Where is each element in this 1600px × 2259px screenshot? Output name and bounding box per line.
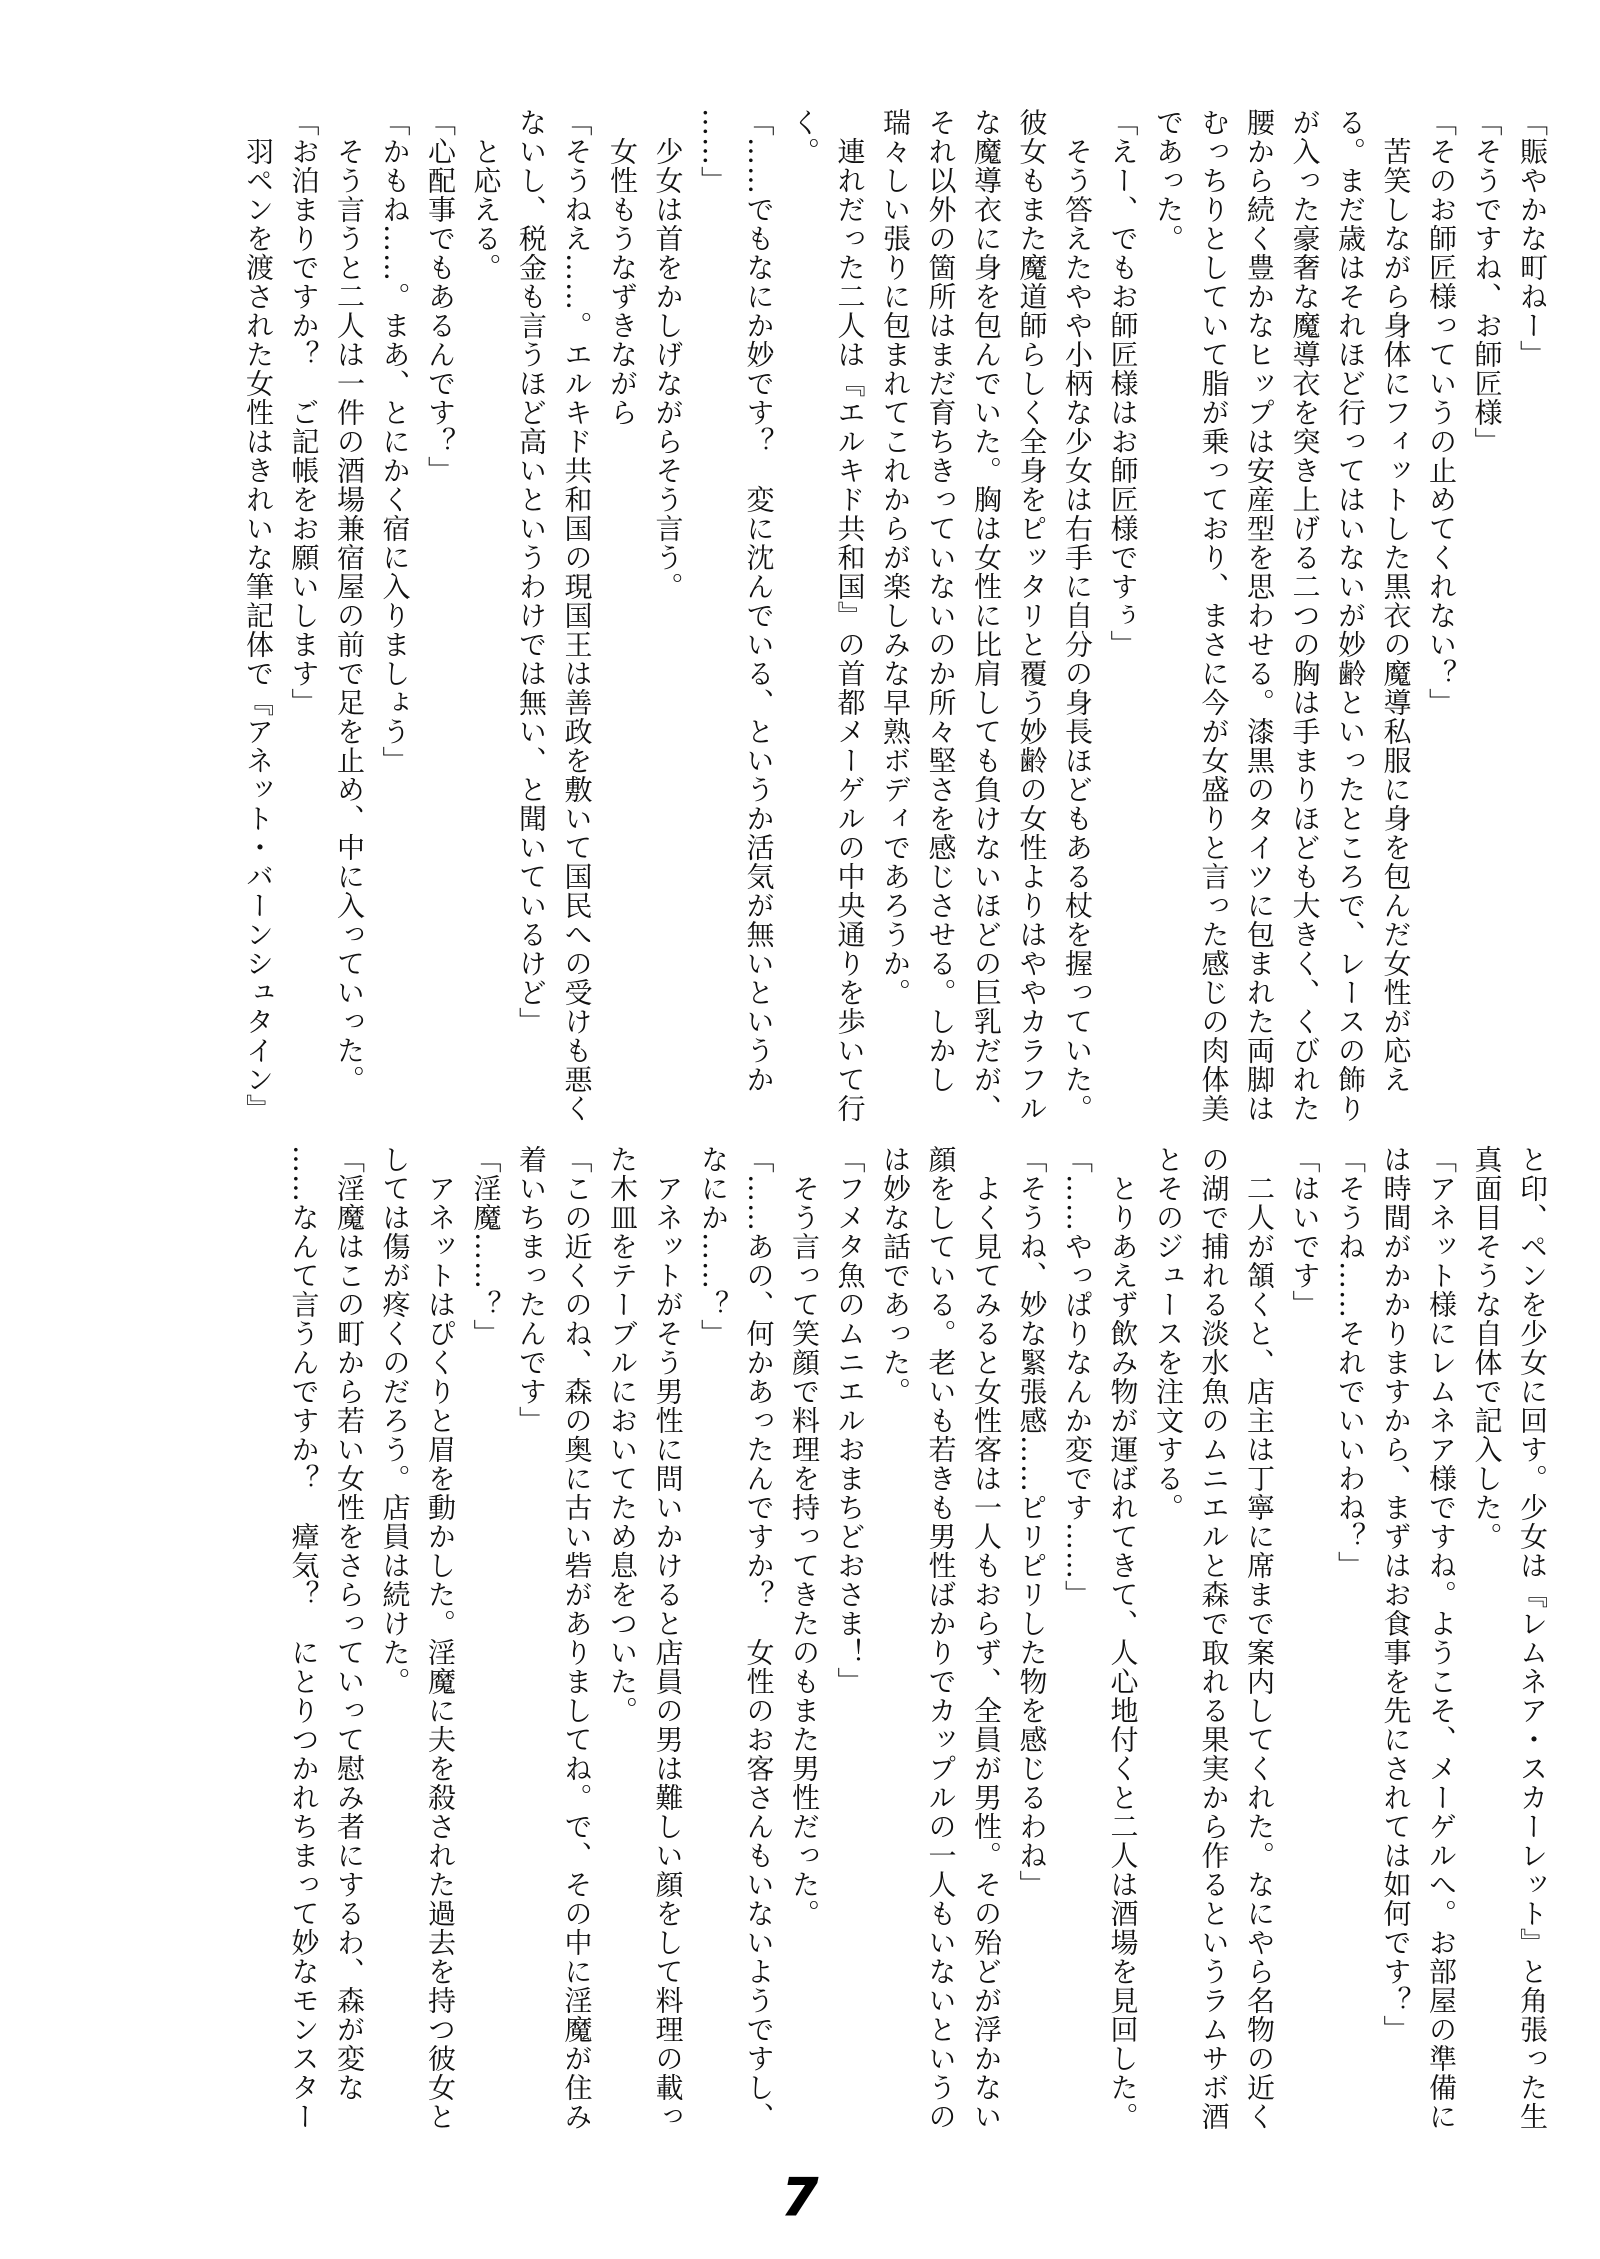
text-line: た木皿をテーブルにおいてため息をついた。 xyxy=(606,1145,639,1725)
text-line: であった。 xyxy=(1152,108,1185,253)
text-line: ないし、税金も言うほど高いというわけでは無い、と聞いているけど」 xyxy=(515,108,548,1036)
text-line: そう答えたやや小柄な少女は右手に自分の身長ほどもある杖を握っていた。 xyxy=(1061,108,1094,1123)
text-line: 少女は首をかしげながらそう言う。 xyxy=(651,108,685,601)
text-line: 女性もうなずきながら xyxy=(606,108,639,427)
text-line: 「淫魔はこの町から若い女性をさらっていって慰み者にするわ、森が変な xyxy=(333,1145,366,2102)
text-line: 着いちまったんです」 xyxy=(515,1145,548,1435)
text-line: 「そうね……それでいいわね？」 xyxy=(1334,1145,1367,1580)
text-line: 「そのお師匠様っていうの止めてくれない？」 xyxy=(1425,108,1458,717)
text-line: 「かもね……。まあ、とにかく宿に入りましょう」 xyxy=(378,108,412,775)
text-line: 顔をしている。老いも若きも男性ばかりでカップルの一人もいないというの xyxy=(924,1145,958,2131)
text-line: よく見てみると女性客は一人もおらず、全員が男性。その殆どが浮かない xyxy=(970,1145,1003,2131)
text-line: しては傷が疼くのだろう。店員は続けた。 xyxy=(378,1145,412,1696)
text-line: ……」 xyxy=(697,108,730,195)
text-line: 「そうですね、お師匠様」 xyxy=(1470,108,1504,456)
text-line: 腰から続く豊かなヒップは安産型を思わせる。漆黒のタイツに包まれた両脚は xyxy=(1243,108,1276,1123)
text-line: 「賑やかな町ねー」 xyxy=(1516,108,1549,369)
text-line: 「……あの、何かあったんですか？ 女性のお客さんもいないようですし、 xyxy=(742,1145,776,2131)
text-line: く。 xyxy=(788,108,821,166)
text-line: 「淫魔……？」 xyxy=(469,1145,503,1348)
text-line: 彼女もまた魔道師らしく全身をピッタリと覆う妙齢の女性よりはややカラフル xyxy=(1015,108,1049,1123)
text-line: 「……やっぱりなんか変です……」 xyxy=(1061,1145,1094,1609)
text-block-upper xyxy=(55,108,1555,1123)
text-line: アネットがそう男性に問いかけると店員の男は難しい顔をして料理の載っ xyxy=(651,1145,685,2131)
text-line: そう言うと二人は一件の酒場兼宿屋の前で足を止め、中に入っていった。 xyxy=(333,108,366,1094)
text-line: 瑞々しい張りに包まれてこれからが楽しみな早熟ボディであろうか。 xyxy=(879,108,912,1007)
text-line: な魔導衣に身を包んでいた。胸は女性に比肩しても負けないほどの巨乳だが、 xyxy=(970,108,1003,1123)
text-line: 苦笑しながら身体にフィットした黒衣の魔導私服に身を包んだ女性が応え xyxy=(1379,108,1413,1094)
text-line: 羽ペンを渡された女性はきれいな筆記体で『アネット・バーンシュタイン』 xyxy=(242,108,275,1123)
text-block-lower xyxy=(55,1145,1555,2131)
text-line: 「アネット様にレムネア様ですね。ようこそ、メーゲルへ。お部屋の準備に xyxy=(1425,1145,1458,2131)
text-line: 「えー、でもお師匠様はお師匠様ですぅ」 xyxy=(1106,108,1140,659)
text-line: が入った豪奢な魔導衣を突き上げる二つの胸は手まりほども大きく、くびれた xyxy=(1288,108,1322,1123)
text-line: 連れだった二人は『エルキド共和国』の首都メーゲルの中央通りを歩いて行 xyxy=(833,108,867,1123)
text-line: アネットはぴくりと眉を動かした。淫魔に夫を殺された過去を持つ彼女と xyxy=(424,1145,457,2131)
text-line: 「心配事でもあるんです？」 xyxy=(424,108,457,485)
text-line: 二人が頷くと、店主は丁寧に席まで案内してくれた。なにやら名物の近く xyxy=(1243,1145,1276,2131)
text-line: は時間がかかりますから、まずはお食事を先にされては如何です？」 xyxy=(1379,1145,1413,2044)
text-line: それ以外の箇所はまだ育ちきっていないのか所々堅さを感じさせる。しかし xyxy=(924,108,958,1094)
text-line: 「はいです」 xyxy=(1288,1145,1322,1319)
text-line: は妙な話であった。 xyxy=(879,1145,912,1406)
text-line: とりあえず飲み物が運ばれてきて、人心地付くと二人は酒場を見回した。 xyxy=(1106,1145,1140,2131)
text-line: むっちりとしていて脂が乗っており、まさに今が女盛りと言った感じの肉体美 xyxy=(1197,108,1231,1123)
text-line: と応える。 xyxy=(469,108,503,282)
text-line: なにか……？」 xyxy=(697,1145,730,1348)
text-line: の湖で捕れる淡水魚のムニエルと森で取れる果実から作るというラムサボ酒 xyxy=(1197,1145,1231,2131)
text-line: 「この近くのね、森の奥に古い砦がありましてね。で、その中に淫魔が住み xyxy=(560,1145,594,2131)
text-line: 「お泊まりですか？ ご記帳をお願いします」 xyxy=(287,108,321,717)
text-line: 「そうねえ……。エルキド共和国の現国王は善政を敷いて国民への受けも悪く xyxy=(560,108,594,1123)
text-line: 真面目そうな自体で記入した。 xyxy=(1470,1145,1504,1551)
text-line: そう言って笑顔で料理を持ってきたのもまた男性だった。 xyxy=(788,1145,821,1928)
text-line: 「……でもなにか妙です？ 変に沈んでいる、というか活気が無いというか xyxy=(742,108,776,1094)
text-line: 「フメタ魚のムニエルおまちどおさま！」 xyxy=(833,1145,867,1696)
text-line: る。まだ歳はそれほど行ってはいないが妙齢といったところで、レースの飾り xyxy=(1334,108,1367,1123)
text-line: 「そうね、妙な緊張感……ピリピリした物を感じるわね」 xyxy=(1015,1145,1049,1899)
text-line: と印、ペンを少女に回す。少女は『レムネア・スカーレット』と角張った生 xyxy=(1516,1145,1549,2131)
text-line: ……なんて言うんですか？ 瘴気？ にとりつかれちまって妙なモンスター xyxy=(287,1145,321,2131)
text-line: とそのジュースを注文する。 xyxy=(1152,1145,1185,1522)
page-number: 7 xyxy=(781,2168,819,2228)
